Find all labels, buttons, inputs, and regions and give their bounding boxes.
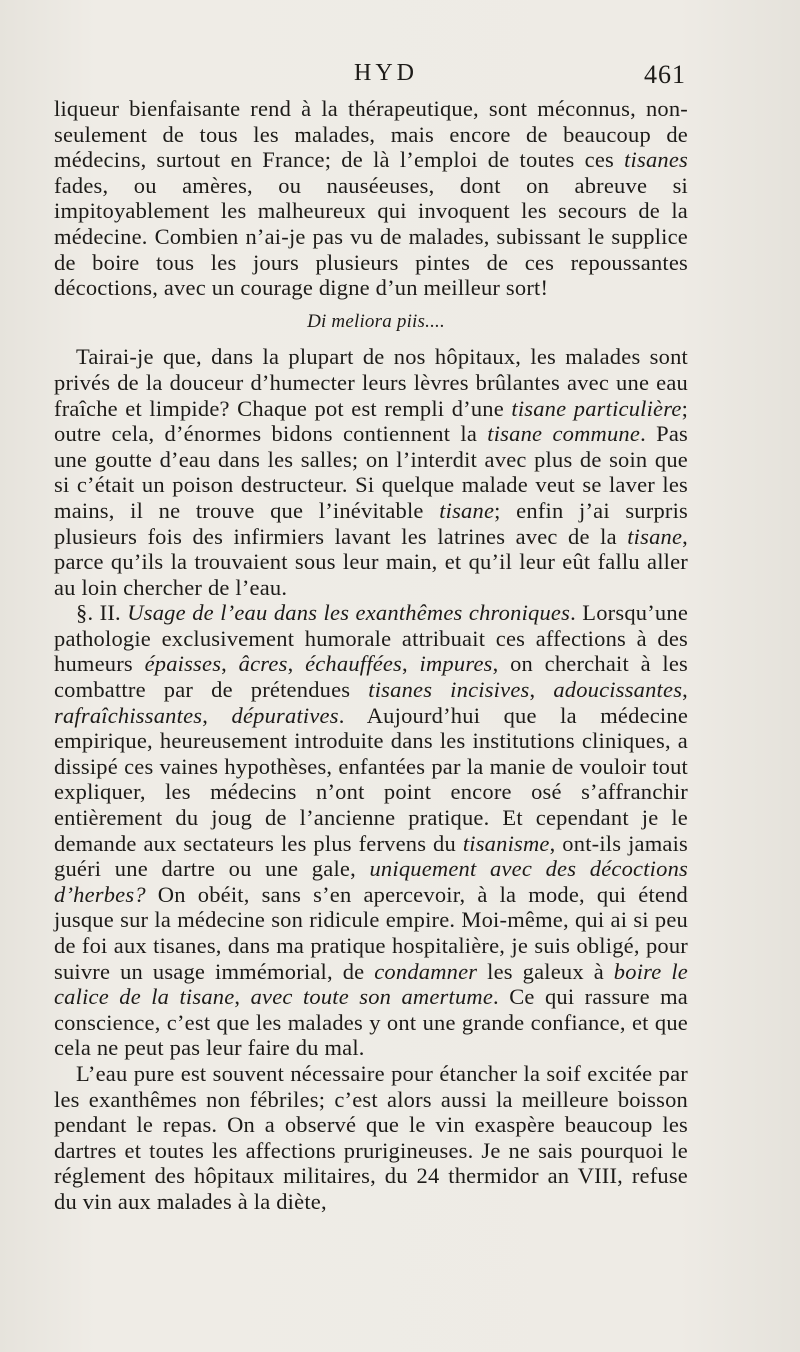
italic-text: tisane — [439, 497, 495, 523]
text-run: L’eau pure est souvent nécessaire pour étancher la soif excitée par les exanthêmes non fébriles; c’est alors aussi la meilleure boisson pendant le repas. On a observé que le vin exaspère beaucoup les dartres et toutes les affections prurigineuses. Je ne sais pourquoi le réglement des hôpitaux militaires, du 24 thermidor an VIII, refuse du vin aux malades à la diète, — [54, 1060, 688, 1214]
text-run: fades, ou amères, ou nauséeuses, dont on abreuve si impitoyablement les malheureux qui invoquent les secours de la médecine. Combien n’ai-je pas vu de malades, subissant le supplice de boire tous les jours plusieurs pintes de ces repoussantes décoctions, avec un courage digne d’un meilleur sort! — [54, 172, 688, 301]
text-run: . Ce qui rassure ma conscience, c’est que les malades y ont une grande confiance, et que cela ne peut pas leur faire du mal. — [54, 984, 688, 1061]
italic-text: tisane — [627, 523, 683, 549]
text-run: , parce qu’ils la trouvaient sous leur main, et qu’il leur eût fallu aller au loin chercher de l’eau. — [54, 523, 688, 600]
text-run: Tairai-je que, dans la plupart de nos hôpitaux, les malades sont privés de la douceur d’humecter leurs lèvres brûlantes avec une eau fraîche et limpide? Chaque pot est rempli d’une — [54, 344, 688, 421]
italic-text: tisane particulière — [511, 395, 682, 421]
text-run: . Pas une goutte d’eau dans les salles; on l’interdit avec plus de soin que si c’était un poison destructeur. Si quelque malade veut se laver les mains, il ne trouve que l’inévitable — [54, 421, 688, 523]
italic-text: dépuratives — [231, 702, 339, 728]
italic-text: âcres — [238, 651, 288, 677]
text-run: , — [287, 651, 306, 677]
text-run: , ont-ils jamais guéri une dartre ou une gale, — [54, 830, 688, 882]
italic-text: tisanisme — [462, 830, 550, 856]
italic-text: tisane commune — [487, 421, 641, 447]
text-run: liqueur bienfaisante rend à la thérapeutique, sont méconnus, non-seulement de tous les malades, mais encore de beaucoup de médecins, surtout en France; de là l’emploi de toutes ces — [54, 96, 688, 173]
text-run: . Aujourd’hui que la médecine empirique, heureusement introduite dans les institutions cliniques, a dissipé ces vaines hypothèses, enfantées par la manie de vouloir tout expliquer, les médecins n’ont point encore osé s’affranchir entièrement du joug de l’ancienne pratique. Et cependant je le demande aux sectateurs les plus fervens du — [54, 702, 689, 856]
text-run: . Lorsqu’une pathologie exclusivement humorale attribuait ces affections à des humeurs — [54, 600, 689, 677]
page-number: 461 — [644, 60, 686, 89]
italic-text: avec toute son amertume — [250, 984, 494, 1010]
italic-text: condamner — [374, 958, 478, 984]
italic-text: tisanes — [624, 147, 688, 173]
paragraph-section-ii — [54, 600, 688, 1061]
text-run: , — [529, 677, 554, 703]
text-run: §. II. — [76, 600, 128, 626]
text-run: les galeux à — [477, 958, 614, 984]
italic-text: rafraîchissantes — [54, 702, 203, 728]
text-run: , — [402, 651, 420, 677]
italic-text: Usage de l’eau dans les exanthêmes chroniques — [127, 600, 571, 626]
italic-text: épaisses — [144, 651, 222, 677]
page-body — [54, 96, 688, 1215]
text-run: , — [221, 651, 239, 677]
text-run: , — [682, 677, 688, 703]
italic-text: boire le calice de la tisane — [54, 958, 688, 1010]
paragraph-continuation — [54, 96, 688, 301]
running-head: HYD — [354, 60, 418, 86]
italic-text: uniquement avec des décoctions d’herbes? — [54, 856, 688, 907]
italic-text: adoucissantes — [553, 677, 683, 703]
latin-quotation — [54, 309, 688, 335]
text-run: ; enfin j’ai surpris plusieurs fois des infirmiers lavant les latrines avec de la — [54, 497, 688, 549]
text-run: , — [234, 984, 251, 1010]
text-run: Di meliora piis.... — [307, 310, 445, 332]
text-run: , — [202, 702, 232, 728]
text-run: ; outre cela, d’énormes bidons contiennent la — [54, 395, 689, 447]
paragraph-pure-water — [54, 1061, 688, 1215]
page-header — [56, 60, 686, 94]
italic-text: impures — [419, 651, 493, 677]
text-run: On obéit, sans s’en apercevoir, à la mode, qui étend jusque sur la médecine son ridicule empire. Moi-même, qui ai si peu de foi aux tisanes, dans ma pratique hospitalière, je suis obligé, pour suivre un usage immémorial, de — [54, 881, 688, 984]
italic-text: tisanes incisives — [368, 677, 530, 703]
paragraph-hospitals — [54, 344, 688, 600]
text-run: , on cherchait à les combattre par de prétendues — [54, 651, 689, 703]
italic-text: échauffées — [305, 651, 403, 677]
